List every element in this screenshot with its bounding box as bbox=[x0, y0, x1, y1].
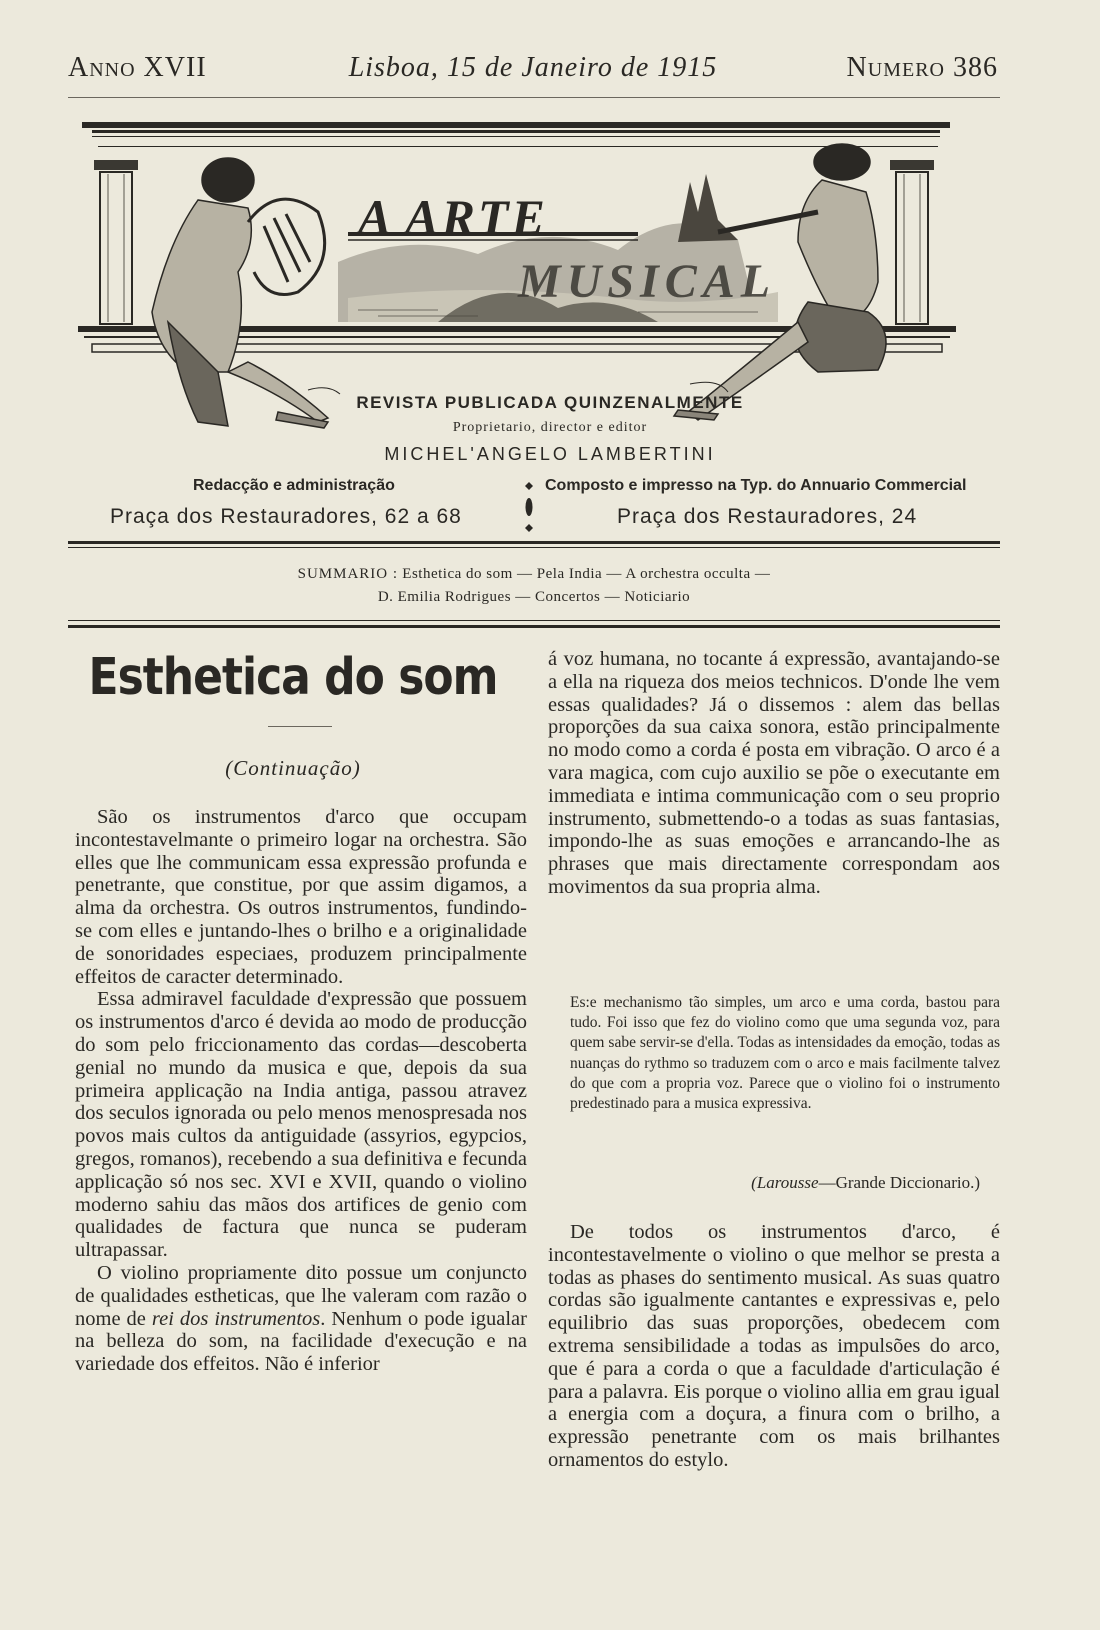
masthead-title: A ARTE bbox=[358, 189, 548, 245]
toc-line-2: D. Emilia Rodrigues — Concertos — Noticiario bbox=[377, 589, 691, 605]
editorial-address: Praça dos Restauradores, 62 a 68 bbox=[110, 505, 462, 528]
toc-items-1: Esthetica do som — Pela India — A orchestra occulta — bbox=[402, 566, 771, 582]
title-rule bbox=[268, 726, 332, 727]
paragraph: á voz humana, no tocante á expressão, avantajando-se a ella na riqueza dos meios technicos. D'onde lhe vem essas qualidades? Já o dissemos : alem das bellas proporções da sua caixa sonora, estão principalmente no modo como a corda é posta em vibração. O arco é a vara magica, com cujo auxilio se põe o executante em immediata e intima communicação com o seu proprio instrumento, submettendo-o a todas as suas fantasias, impondo-lhe as suas emoções e arrancando-lhe as phrases que mais directamente correspondam aos movimentos da sua propria alma. bbox=[548, 648, 1000, 898]
place-date: Lisboa, 15 de Janeiro de 1915 bbox=[348, 52, 718, 83]
block-quote bbox=[570, 993, 1000, 1114]
article-title: Esthetica do som bbox=[88, 648, 498, 707]
masthead-subtitle: MUSICAL bbox=[518, 255, 777, 308]
year-label: Anno XVII bbox=[68, 52, 207, 83]
quote-text: Es:e mechanismo tão simples, um arco e uma corda, bastou para tudo. Foi isso que fez do violino como que uma segunda voz, para quem sabe servir-se d'ella. Todas as intensidades da emoção, todas as nuanças do rythmo so traduzem com o arco e mais facilmente talvez do que com a propria voz. Parece que o violino foi o instrumento predestinado para a musica expressiva. bbox=[570, 994, 1000, 1113]
toc-rule-thin bbox=[68, 620, 1000, 621]
text-run: O violino propriamente dito possue um conjuncto de qualidades estheticas, que lhe valeram com razão o nome de bbox=[75, 1261, 527, 1330]
masthead-rule-thin bbox=[68, 547, 1000, 548]
running-head bbox=[68, 52, 998, 92]
toc-lead: SUMMARIO : bbox=[297, 566, 399, 582]
article-column-left bbox=[75, 806, 527, 1376]
paragraph bbox=[75, 1262, 527, 1376]
quote-source bbox=[548, 1173, 980, 1193]
toc-rule-thick bbox=[68, 625, 1000, 628]
printer-label: Composto e impresso na Typ. do Annuario Commercial bbox=[545, 477, 967, 494]
paragraph: São os instrumentos d'arco que occupam incontestavelmante o primeiro logar na orchestra. São elles que lhe communicam essa expressão profunda e penetrante, que constitue, por que assim digamos, a alma da orchestra. Os outros instrumentos, fundindo-se com elles e juntando-lhes o brilho e a originalidade de sonoridades especiaes, produzem principalmente effeitos de caracter determinado. bbox=[75, 806, 527, 988]
paragraph: Essa admiravel faculdade d'expressão que possuem os instrumentos d'arco é devida ao modo de producção do som pelo friccionamento das cordas—descoberta genial no mundo da musica e que, depois da sua primeira applicação na India antiga, passou atravez dos seculos ignorada ou pelo menos menospresada nos povos mais cultos da antiguidade (assyrios, egypcios, gregos, romanos), recebendo a sua definitiva e fecunda applicação só nos sec. XVI e XVII, quando o violino moderno sahiu das mãos dos artifices de genio com qualidades de factura que nunca se puderam ultrapassar. bbox=[75, 988, 527, 1262]
paragraph: De todos os instrumentos d'arco, é incontestavelmente o violino o que melhor se presta a todas as phases do sentimento musical. As suas quatro cordas são igualmente cantantes e expressivas e, pelo equilibrio das suas proporções, obedecem com extrema sensibilidade a todas as impulsões do arco, que é para a corda o que a faculdade d'articulação é para a palavra. Eis porque o violino allia em grau igual a energia com a doçura, a finura com o brilho, a expressão penetrante com os mais brilhantes ornamentos do estylo. bbox=[548, 1221, 1000, 1471]
article-column-right-top bbox=[548, 648, 1000, 899]
quote-source-author: (Larousse bbox=[751, 1173, 819, 1192]
article-column-right-bottom bbox=[548, 1221, 1000, 1472]
ornament-divider bbox=[524, 482, 534, 532]
text-run: . Nenhum o pode igualar na belleza do som, na facilidade d'execução e na variedade dos effeitos. Não é inferior bbox=[75, 1307, 527, 1376]
printer-address: Praça dos Restauradores, 24 bbox=[617, 505, 918, 528]
toc-line-1 bbox=[68, 563, 1000, 586]
header-rule bbox=[68, 97, 1000, 98]
continuation-note: (Continuação) bbox=[225, 756, 361, 780]
owner-label: Proprietario, director e editor bbox=[452, 420, 648, 435]
masthead-tagline: REVISTA PUBLICADA QUINZENALMENTE bbox=[356, 393, 744, 412]
emphasis: rei dos instrumentos bbox=[151, 1307, 321, 1330]
masthead-rule-thick bbox=[68, 541, 1000, 544]
table-of-contents bbox=[68, 563, 1000, 609]
editorial-address-label: Redacção e administração bbox=[193, 477, 395, 494]
quote-source-title: —Grande Diccionario.) bbox=[818, 1173, 980, 1192]
owner-name: MICHEL'ANGELO LAMBERTINI bbox=[384, 444, 716, 464]
issue-number: Numero 386 bbox=[846, 52, 998, 83]
